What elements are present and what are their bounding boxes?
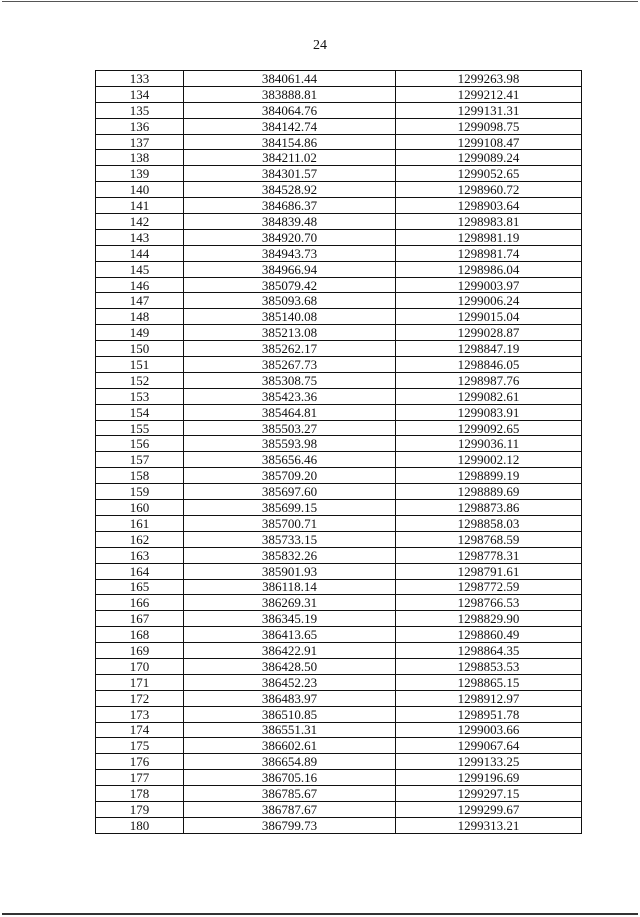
y-coordinate-cell: 1298778.31 <box>396 547 582 563</box>
table-row <box>96 500 582 516</box>
x-coordinate-cell: 384211.02 <box>184 150 396 166</box>
table-row <box>96 738 582 754</box>
table-row <box>96 817 582 833</box>
y-coordinate-cell: 1299002.12 <box>396 452 582 468</box>
y-coordinate-cell: 1299263.98 <box>396 71 582 87</box>
y-coordinate-cell: 1299067.64 <box>396 738 582 754</box>
x-coordinate-cell: 386118.14 <box>184 579 396 595</box>
point-number-cell: 160 <box>96 500 184 516</box>
x-coordinate-cell: 384154.86 <box>184 134 396 150</box>
x-coordinate-cell: 384943.73 <box>184 245 396 261</box>
point-number-cell: 142 <box>96 214 184 230</box>
table-row <box>96 452 582 468</box>
y-coordinate-cell: 1298791.61 <box>396 563 582 579</box>
y-coordinate-cell: 1299196.69 <box>396 770 582 786</box>
x-coordinate-cell: 385267.73 <box>184 357 396 373</box>
y-coordinate-cell: 1299212.41 <box>396 86 582 102</box>
x-coordinate-cell: 385213.08 <box>184 325 396 341</box>
table-row <box>96 71 582 87</box>
table-row <box>96 102 582 118</box>
point-number-cell: 171 <box>96 674 184 690</box>
x-coordinate-cell: 384966.94 <box>184 261 396 277</box>
table-row <box>96 770 582 786</box>
y-coordinate-cell: 1298768.59 <box>396 531 582 547</box>
y-coordinate-cell: 1299003.66 <box>396 722 582 738</box>
point-number-cell: 143 <box>96 229 184 245</box>
point-number-cell: 179 <box>96 801 184 817</box>
y-coordinate-cell: 1299108.47 <box>396 134 582 150</box>
point-number-cell: 134 <box>96 86 184 102</box>
table-row <box>96 166 582 182</box>
y-coordinate-cell: 1298864.35 <box>396 643 582 659</box>
table-row <box>96 515 582 531</box>
page-top-border <box>2 1 638 2</box>
x-coordinate-cell: 386705.16 <box>184 770 396 786</box>
point-number-cell: 138 <box>96 150 184 166</box>
x-coordinate-cell: 385709.20 <box>184 468 396 484</box>
y-coordinate-cell: 1298873.86 <box>396 500 582 516</box>
table-row <box>96 229 582 245</box>
point-number-cell: 176 <box>96 754 184 770</box>
table-row <box>96 579 582 595</box>
point-number-cell: 151 <box>96 357 184 373</box>
y-coordinate-cell: 1298981.19 <box>396 229 582 245</box>
y-coordinate-cell: 1299015.04 <box>396 309 582 325</box>
x-coordinate-cell: 385697.60 <box>184 484 396 500</box>
x-coordinate-cell: 386428.50 <box>184 658 396 674</box>
point-number-cell: 156 <box>96 436 184 452</box>
x-coordinate-cell: 386785.67 <box>184 786 396 802</box>
y-coordinate-cell: 1299313.21 <box>396 817 582 833</box>
x-coordinate-cell: 384061.44 <box>184 71 396 87</box>
point-number-cell: 174 <box>96 722 184 738</box>
y-coordinate-cell: 1299098.75 <box>396 118 582 134</box>
y-coordinate-cell: 1298846.05 <box>396 357 582 373</box>
x-coordinate-cell: 386787.67 <box>184 801 396 817</box>
y-coordinate-cell: 1298772.59 <box>396 579 582 595</box>
y-coordinate-cell: 1298987.76 <box>396 372 582 388</box>
table-row <box>96 372 582 388</box>
x-coordinate-cell: 385423.36 <box>184 388 396 404</box>
x-coordinate-cell: 386483.97 <box>184 690 396 706</box>
table-row <box>96 547 582 563</box>
table-row <box>96 468 582 484</box>
y-coordinate-cell: 1298865.15 <box>396 674 582 690</box>
x-coordinate-cell: 386269.31 <box>184 595 396 611</box>
point-number-cell: 150 <box>96 341 184 357</box>
point-number-cell: 140 <box>96 182 184 198</box>
point-number-cell: 155 <box>96 420 184 436</box>
y-coordinate-cell: 1299299.67 <box>396 801 582 817</box>
point-number-cell: 145 <box>96 261 184 277</box>
table-row <box>96 595 582 611</box>
point-number-cell: 178 <box>96 786 184 802</box>
point-number-cell: 180 <box>96 817 184 833</box>
point-number-cell: 149 <box>96 325 184 341</box>
y-coordinate-cell: 1299131.31 <box>396 102 582 118</box>
table-row <box>96 674 582 690</box>
x-coordinate-cell: 385733.15 <box>184 531 396 547</box>
table-row <box>96 706 582 722</box>
table-row <box>96 182 582 198</box>
table-row <box>96 484 582 500</box>
y-coordinate-cell: 1299006.24 <box>396 293 582 309</box>
table-row <box>96 341 582 357</box>
y-coordinate-cell: 1298829.90 <box>396 611 582 627</box>
y-coordinate-cell: 1299052.65 <box>396 166 582 182</box>
table-row <box>96 404 582 420</box>
x-coordinate-cell: 384142.74 <box>184 118 396 134</box>
table-row <box>96 261 582 277</box>
x-coordinate-cell: 385079.42 <box>184 277 396 293</box>
table-row <box>96 277 582 293</box>
x-coordinate-cell: 385503.27 <box>184 420 396 436</box>
y-coordinate-cell: 1299297.15 <box>396 786 582 802</box>
x-coordinate-cell: 384301.57 <box>184 166 396 182</box>
point-number-cell: 141 <box>96 198 184 214</box>
y-coordinate-cell: 1298912.97 <box>396 690 582 706</box>
y-coordinate-cell: 1298903.64 <box>396 198 582 214</box>
table-row <box>96 420 582 436</box>
point-number-cell: 163 <box>96 547 184 563</box>
table-row <box>96 245 582 261</box>
coordinates-table <box>95 70 582 834</box>
x-coordinate-cell: 385593.98 <box>184 436 396 452</box>
y-coordinate-cell: 1299003.97 <box>396 277 582 293</box>
table-row <box>96 786 582 802</box>
table-row <box>96 690 582 706</box>
table-row <box>96 754 582 770</box>
table-row <box>96 563 582 579</box>
y-coordinate-cell: 1298853.53 <box>396 658 582 674</box>
point-number-cell: 166 <box>96 595 184 611</box>
y-coordinate-cell: 1299083.91 <box>396 404 582 420</box>
table-row <box>96 150 582 166</box>
point-number-cell: 133 <box>96 71 184 87</box>
y-coordinate-cell: 1299082.61 <box>396 388 582 404</box>
point-number-cell: 167 <box>96 611 184 627</box>
point-number-cell: 159 <box>96 484 184 500</box>
x-coordinate-cell: 385699.15 <box>184 500 396 516</box>
y-coordinate-cell: 1298986.04 <box>396 261 582 277</box>
point-number-cell: 162 <box>96 531 184 547</box>
x-coordinate-cell: 385700.71 <box>184 515 396 531</box>
point-number-cell: 173 <box>96 706 184 722</box>
x-coordinate-cell: 384920.70 <box>184 229 396 245</box>
x-coordinate-cell: 384839.48 <box>184 214 396 230</box>
x-coordinate-cell: 383888.81 <box>184 86 396 102</box>
table-row <box>96 214 582 230</box>
x-coordinate-cell: 385093.68 <box>184 293 396 309</box>
x-coordinate-cell: 386422.91 <box>184 643 396 659</box>
table-row <box>96 134 582 150</box>
x-coordinate-cell: 385832.26 <box>184 547 396 563</box>
x-coordinate-cell: 385901.93 <box>184 563 396 579</box>
y-coordinate-cell: 1299133.25 <box>396 754 582 770</box>
table-row <box>96 325 582 341</box>
point-number-cell: 144 <box>96 245 184 261</box>
table-row <box>96 627 582 643</box>
point-number-cell: 135 <box>96 102 184 118</box>
y-coordinate-cell: 1298899.19 <box>396 468 582 484</box>
y-coordinate-cell: 1299089.24 <box>396 150 582 166</box>
point-number-cell: 165 <box>96 579 184 595</box>
y-coordinate-cell: 1298847.19 <box>396 341 582 357</box>
x-coordinate-cell: 385656.46 <box>184 452 396 468</box>
x-coordinate-cell: 386345.19 <box>184 611 396 627</box>
point-number-cell: 136 <box>96 118 184 134</box>
x-coordinate-cell: 386551.31 <box>184 722 396 738</box>
table-row <box>96 118 582 134</box>
page-number: 24 <box>313 38 327 53</box>
y-coordinate-cell: 1298951.78 <box>396 706 582 722</box>
table-row <box>96 643 582 659</box>
x-coordinate-cell: 385464.81 <box>184 404 396 420</box>
table-row <box>96 198 582 214</box>
y-coordinate-cell: 1298858.03 <box>396 515 582 531</box>
table-row <box>96 86 582 102</box>
point-number-cell: 137 <box>96 134 184 150</box>
point-number-cell: 152 <box>96 372 184 388</box>
table-row <box>96 611 582 627</box>
point-number-cell: 169 <box>96 643 184 659</box>
x-coordinate-cell: 386413.65 <box>184 627 396 643</box>
point-number-cell: 177 <box>96 770 184 786</box>
table-row <box>96 531 582 547</box>
x-coordinate-cell: 384064.76 <box>184 102 396 118</box>
table-row <box>96 357 582 373</box>
point-number-cell: 153 <box>96 388 184 404</box>
point-number-cell: 164 <box>96 563 184 579</box>
x-coordinate-cell: 385308.75 <box>184 372 396 388</box>
y-coordinate-cell: 1298960.72 <box>396 182 582 198</box>
y-coordinate-cell: 1299036.11 <box>396 436 582 452</box>
x-coordinate-cell: 386654.89 <box>184 754 396 770</box>
table-row <box>96 722 582 738</box>
table-row <box>96 309 582 325</box>
point-number-cell: 154 <box>96 404 184 420</box>
y-coordinate-cell: 1298766.53 <box>396 595 582 611</box>
x-coordinate-cell: 386799.73 <box>184 817 396 833</box>
y-coordinate-cell: 1298889.69 <box>396 484 582 500</box>
point-number-cell: 146 <box>96 277 184 293</box>
point-number-cell: 157 <box>96 452 184 468</box>
x-coordinate-cell: 386510.85 <box>184 706 396 722</box>
point-number-cell: 168 <box>96 627 184 643</box>
x-coordinate-cell: 386452.23 <box>184 674 396 690</box>
point-number-cell: 170 <box>96 658 184 674</box>
table-row <box>96 801 582 817</box>
point-number-cell: 161 <box>96 515 184 531</box>
x-coordinate-cell: 386602.61 <box>184 738 396 754</box>
x-coordinate-cell: 385262.17 <box>184 341 396 357</box>
y-coordinate-cell: 1298981.74 <box>396 245 582 261</box>
y-coordinate-cell: 1299092.65 <box>396 420 582 436</box>
y-coordinate-cell: 1298983.81 <box>396 214 582 230</box>
point-number-cell: 139 <box>96 166 184 182</box>
point-number-cell: 148 <box>96 309 184 325</box>
x-coordinate-cell: 384528.92 <box>184 182 396 198</box>
coordinates-table-body <box>96 71 582 834</box>
table-row <box>96 658 582 674</box>
point-number-cell: 172 <box>96 690 184 706</box>
x-coordinate-cell: 385140.08 <box>184 309 396 325</box>
table-row <box>96 293 582 309</box>
point-number-cell: 175 <box>96 738 184 754</box>
table-row <box>96 388 582 404</box>
table-row <box>96 436 582 452</box>
point-number-cell: 147 <box>96 293 184 309</box>
y-coordinate-cell: 1299028.87 <box>396 325 582 341</box>
y-coordinate-cell: 1298860.49 <box>396 627 582 643</box>
page-bottom-border <box>2 913 638 915</box>
point-number-cell: 158 <box>96 468 184 484</box>
x-coordinate-cell: 384686.37 <box>184 198 396 214</box>
